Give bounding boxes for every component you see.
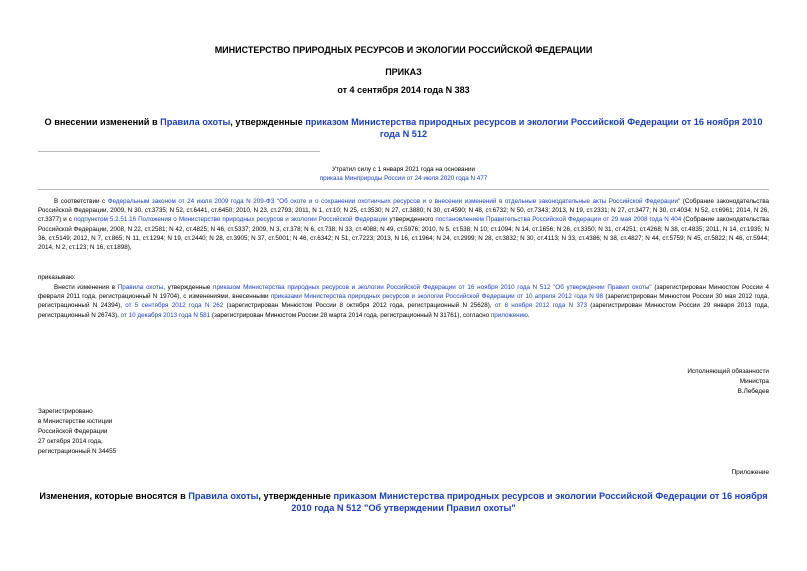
amend-text: (зарегистрирован Минюстом России 28 марта 2014 года, регистрационный N 31761), согласно bbox=[210, 311, 491, 319]
link-order-373[interactable]: от 8 ноября 2012 года N 373 bbox=[494, 302, 587, 310]
link-order-98[interactable]: приказами Министерства природных ресурсов и экологии Российской Федерации от 10 апреля 2012 года N 98 bbox=[270, 293, 604, 301]
amend-text: , утвержденные bbox=[163, 284, 214, 291]
amend-text: . bbox=[527, 311, 530, 319]
registration-line: в Министерстве юстиции bbox=[38, 418, 113, 425]
preamble-text: утвержденного bbox=[387, 216, 436, 224]
amend-text: (зарегистрирован Минюстом России 8 октября 2012 года, регистрационный N 25628), bbox=[223, 302, 495, 310]
link-appendix[interactable]: приложению bbox=[490, 311, 528, 319]
registration-line: регистрационный N 34455 bbox=[38, 448, 117, 455]
signature-block bbox=[687, 367, 769, 397]
amend-text: (зарегистрирован Минюстом России 30 мая 2012 года, регистрационный N 24394), bbox=[38, 293, 769, 310]
preamble-text: (Собрание законодательства Российской Федерации, 2008, N 22, ст.2581; N 42, ст.4825; N 46, ст.5337; 2009, N 3, ст.378; N 6, ст.738; N 33, ст.4088; N 49, ст.5976; 2010, N 5, ст.538; N 10, ст.1094; N 14, ст.1656; N 26, ст.3350; N 31, ст.4251; ст.4268; N 38, ст.4835; 2011, N 14, ст.1935; N 36, ст.5149; 2012, N 7, ст.865; N 11, ст.1294; N 19, ст.2440; N 28, ст.3905; N 37, ст.5001; N 46, ст.6342; N 51, ст.7223; 2013, N 16, ст.1964; N 24, ст.2999; N 28, ст.3832; N 30, ст.4113; N 33, ст.4386; N 38, ст.4827; N 44, ст.5759; N 45, ст.5822; N 46, ст.5944; 2014, N 2, ст.123; N 16, ст.1898), bbox=[38, 216, 770, 252]
document-title bbox=[36, 116, 771, 140]
order-word: приказываю: bbox=[38, 274, 76, 281]
preamble-text: В соответствии с bbox=[54, 198, 108, 205]
signature-position: Исполняющий обязанности bbox=[687, 368, 769, 375]
title-text: , утвержденные bbox=[230, 117, 306, 127]
amendment-paragraph bbox=[38, 283, 769, 320]
title-link-rules[interactable]: Правила охоты bbox=[160, 117, 231, 127]
appendix-label: Приложение bbox=[731, 469, 769, 476]
short-divider bbox=[38, 151, 320, 152]
link-order-512[interactable]: приказом Министерства природных ресурсов и экологии Российской Федерации от 16 ноября 2010 года N 512 "Об утверждении Правил охоты" bbox=[213, 284, 652, 291]
appendix-title-text: , утвержденные bbox=[258, 491, 334, 501]
status-text: Утратил силу с 1 января 2021 года на основании bbox=[331, 166, 476, 173]
appendix-title-text: Изменения, которые вносятся в bbox=[39, 491, 189, 501]
link-order-581[interactable]: от 10 декабря 2013 года N 581 bbox=[120, 311, 211, 319]
registration-line: Зарегистрировано bbox=[38, 408, 93, 415]
ministry-heading: МИНИСТЕРСТВО ПРИРОДНЫХ РЕСУРСОВ И ЭКОЛОГИИ РОССИЙСКОЙ ФЕДЕРАЦИИ bbox=[214, 45, 593, 55]
signature-name: В.Лебедев bbox=[737, 388, 769, 395]
registration-block bbox=[38, 407, 116, 457]
status-block bbox=[0, 165, 807, 184]
link-order-262[interactable]: от 5 сентября 2012 года N 262 bbox=[125, 302, 224, 310]
registration-line: 27 октября 2014 года, bbox=[38, 438, 103, 445]
link-federal-law-209[interactable]: Федеральным законом от 24 июля 2009 года N 209-ФЗ "Об охоте и о сохранении охотничьих ресурсов и о внесении изменений в отдельные законодательные акты Российской Федерации" bbox=[107, 198, 681, 205]
preamble-text: (Собрание законодательства Российской Федерации, 2009, N 30, ст.3735; N 52, ст.6441, ст.6450; 2010, N 23, ст.2793; 2011, N 1, ст.10; N 25, ст.3530; N 27, ст.3880; N 30, ст.4590; N 48, ст.6732; N 50, ст.7343; 2013, N 19, ст.2331; N 27, ст.3477; N 30, ст.4034; N 52, ст.6961; 2014, N 26, ст.3377) и с bbox=[38, 198, 770, 224]
amend-text: Внести изменения в bbox=[54, 284, 118, 291]
date-number-heading: от 4 сентября 2014 года N 383 bbox=[337, 85, 470, 95]
amend-text: (зарегистрирован Минюстом России 4 февраля 2011 года, регистрационный N 19704), с изменениями, внесенными bbox=[38, 284, 769, 301]
full-divider bbox=[38, 189, 769, 190]
doc-type-heading: ПРИКАЗ bbox=[385, 67, 422, 77]
amend-text: (зарегистрирован Минюстом России 29 января 2013 года, регистрационный N 26743), bbox=[38, 302, 770, 319]
registration-line: Российской Федерации bbox=[38, 428, 108, 435]
appendix-title bbox=[36, 490, 771, 514]
status-link-order-477[interactable]: приказа Минприроды России от 24 июля 2020 года N 477 bbox=[319, 175, 488, 183]
preamble-paragraph bbox=[38, 197, 769, 252]
title-link-order-512[interactable]: приказом Министерства природных ресурсов и экологии Российской Федерации от 16 ноября 2010 года N 512 bbox=[305, 117, 763, 139]
link-subclause-5-2-51-16[interactable]: подпунктом 5.2.51.16 Положения о Министерстве природных ресурсов и экологии Российской Федерации bbox=[73, 216, 388, 224]
link-hunting-rules[interactable]: Правила охоты bbox=[117, 284, 164, 291]
appendix-link-rules[interactable]: Правила охоты bbox=[188, 491, 259, 501]
link-government-decree-404[interactable]: постановлением Правительства Российской Федерации от 29 мая 2008 года N 404 bbox=[435, 216, 682, 224]
title-text: О внесении изменений в bbox=[44, 117, 161, 127]
appendix-link-order-512[interactable]: приказом Министерства природных ресурсов и экологии Российской Федерации от 16 ноября 2010 года N 512 "Об утверждении Правил охоты" bbox=[291, 491, 768, 513]
signature-title: Министра bbox=[739, 378, 769, 385]
